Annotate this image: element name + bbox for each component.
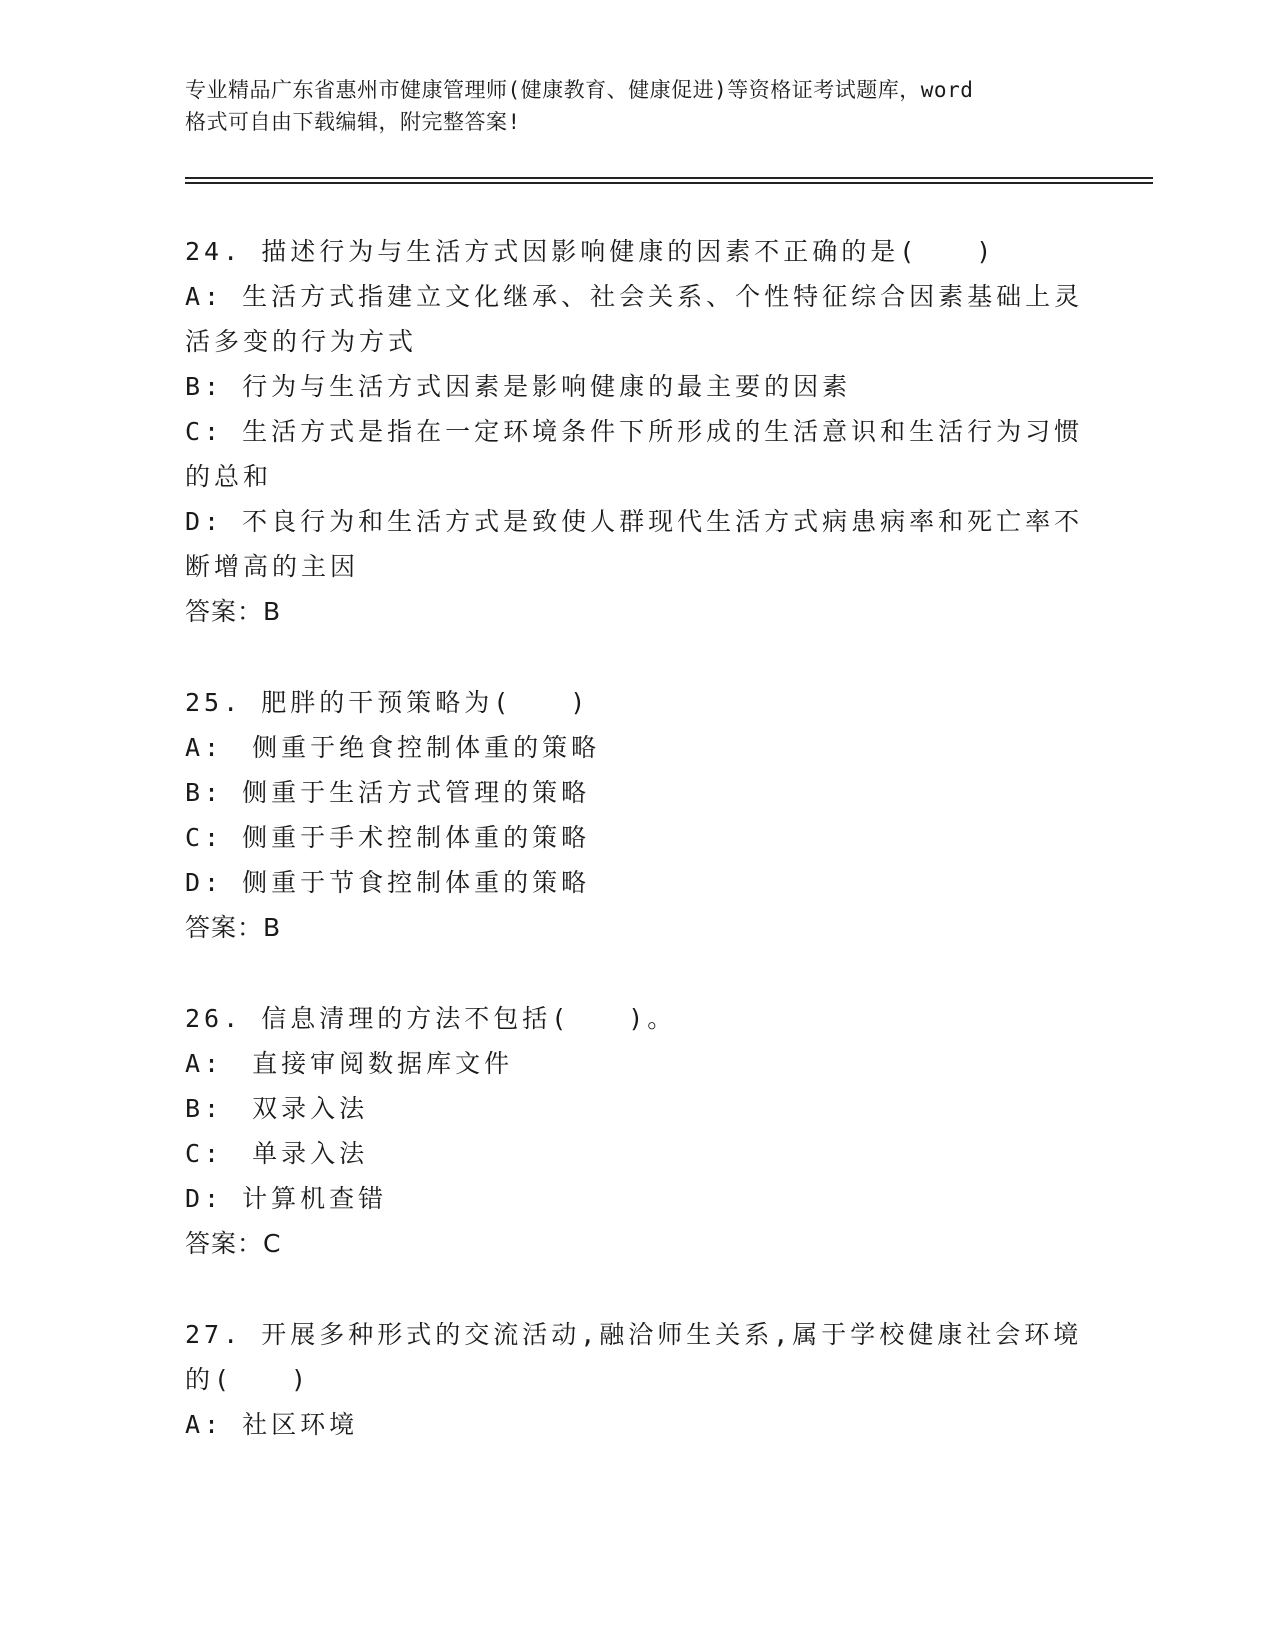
option-b: B: 双录入法 <box>185 1094 369 1123</box>
answer: 答案：C <box>185 1229 282 1258</box>
option-a: A: 社区环境 <box>185 1410 359 1439</box>
question-27 <box>185 1312 1085 1447</box>
answer: 答案：B <box>185 913 282 942</box>
option-a: A: 生活方式指建立文化继承、社会关系、个性特征综合因素基础上灵活多变的行为方式 <box>185 282 1084 356</box>
document-intro <box>185 74 1085 138</box>
question-list <box>185 229 1085 1493</box>
option-d: D: 计算机查错 <box>185 1184 388 1213</box>
option-c: C: 生活方式是指在一定环境条件下所形成的生活意识和生活行为习惯的总和 <box>185 417 1084 491</box>
question-24 <box>185 229 1085 634</box>
question-25 <box>185 680 1085 950</box>
question-stem: 24. 描述行为与生活方式因影响健康的因素不正确的是( ) <box>185 237 996 266</box>
question-26 <box>185 996 1085 1266</box>
option-a: A: 侧重于绝食控制体重的策略 <box>185 733 601 762</box>
question-stem: 27. 开展多种形式的交流活动,融洽师生关系,属于学校健康社会环境的( ) <box>185 1320 1083 1394</box>
question-stem: 26. 信息清理的方法不包括( )。 <box>185 1004 677 1033</box>
header-divider-bottom <box>185 182 1153 184</box>
header-divider-top <box>185 177 1153 179</box>
question-stem: 25. 肥胖的干预策略为( ) <box>185 688 590 717</box>
option-d: D: 侧重于节食控制体重的策略 <box>185 868 591 897</box>
option-b: B: 行为与生活方式因素是影响健康的最主要的因素 <box>185 372 852 401</box>
answer: 答案：B <box>185 597 282 626</box>
option-c: C: 单录入法 <box>185 1139 369 1168</box>
option-d: D: 不良行为和生活方式是致使人群现代生活方式病患病率和死亡率不断增高的主因 <box>185 507 1084 581</box>
intro-line-1: 专业精品广东省惠州市健康管理师(健康教育、健康促进)等资格证考试题库，word <box>185 78 974 102</box>
option-b: B: 侧重于生活方式管理的策略 <box>185 778 591 807</box>
option-c: C: 侧重于手术控制体重的策略 <box>185 823 591 852</box>
option-a: A: 直接审阅数据库文件 <box>185 1049 514 1078</box>
intro-line-2: 格式可自由下载编辑，附完整答案! <box>185 110 521 134</box>
